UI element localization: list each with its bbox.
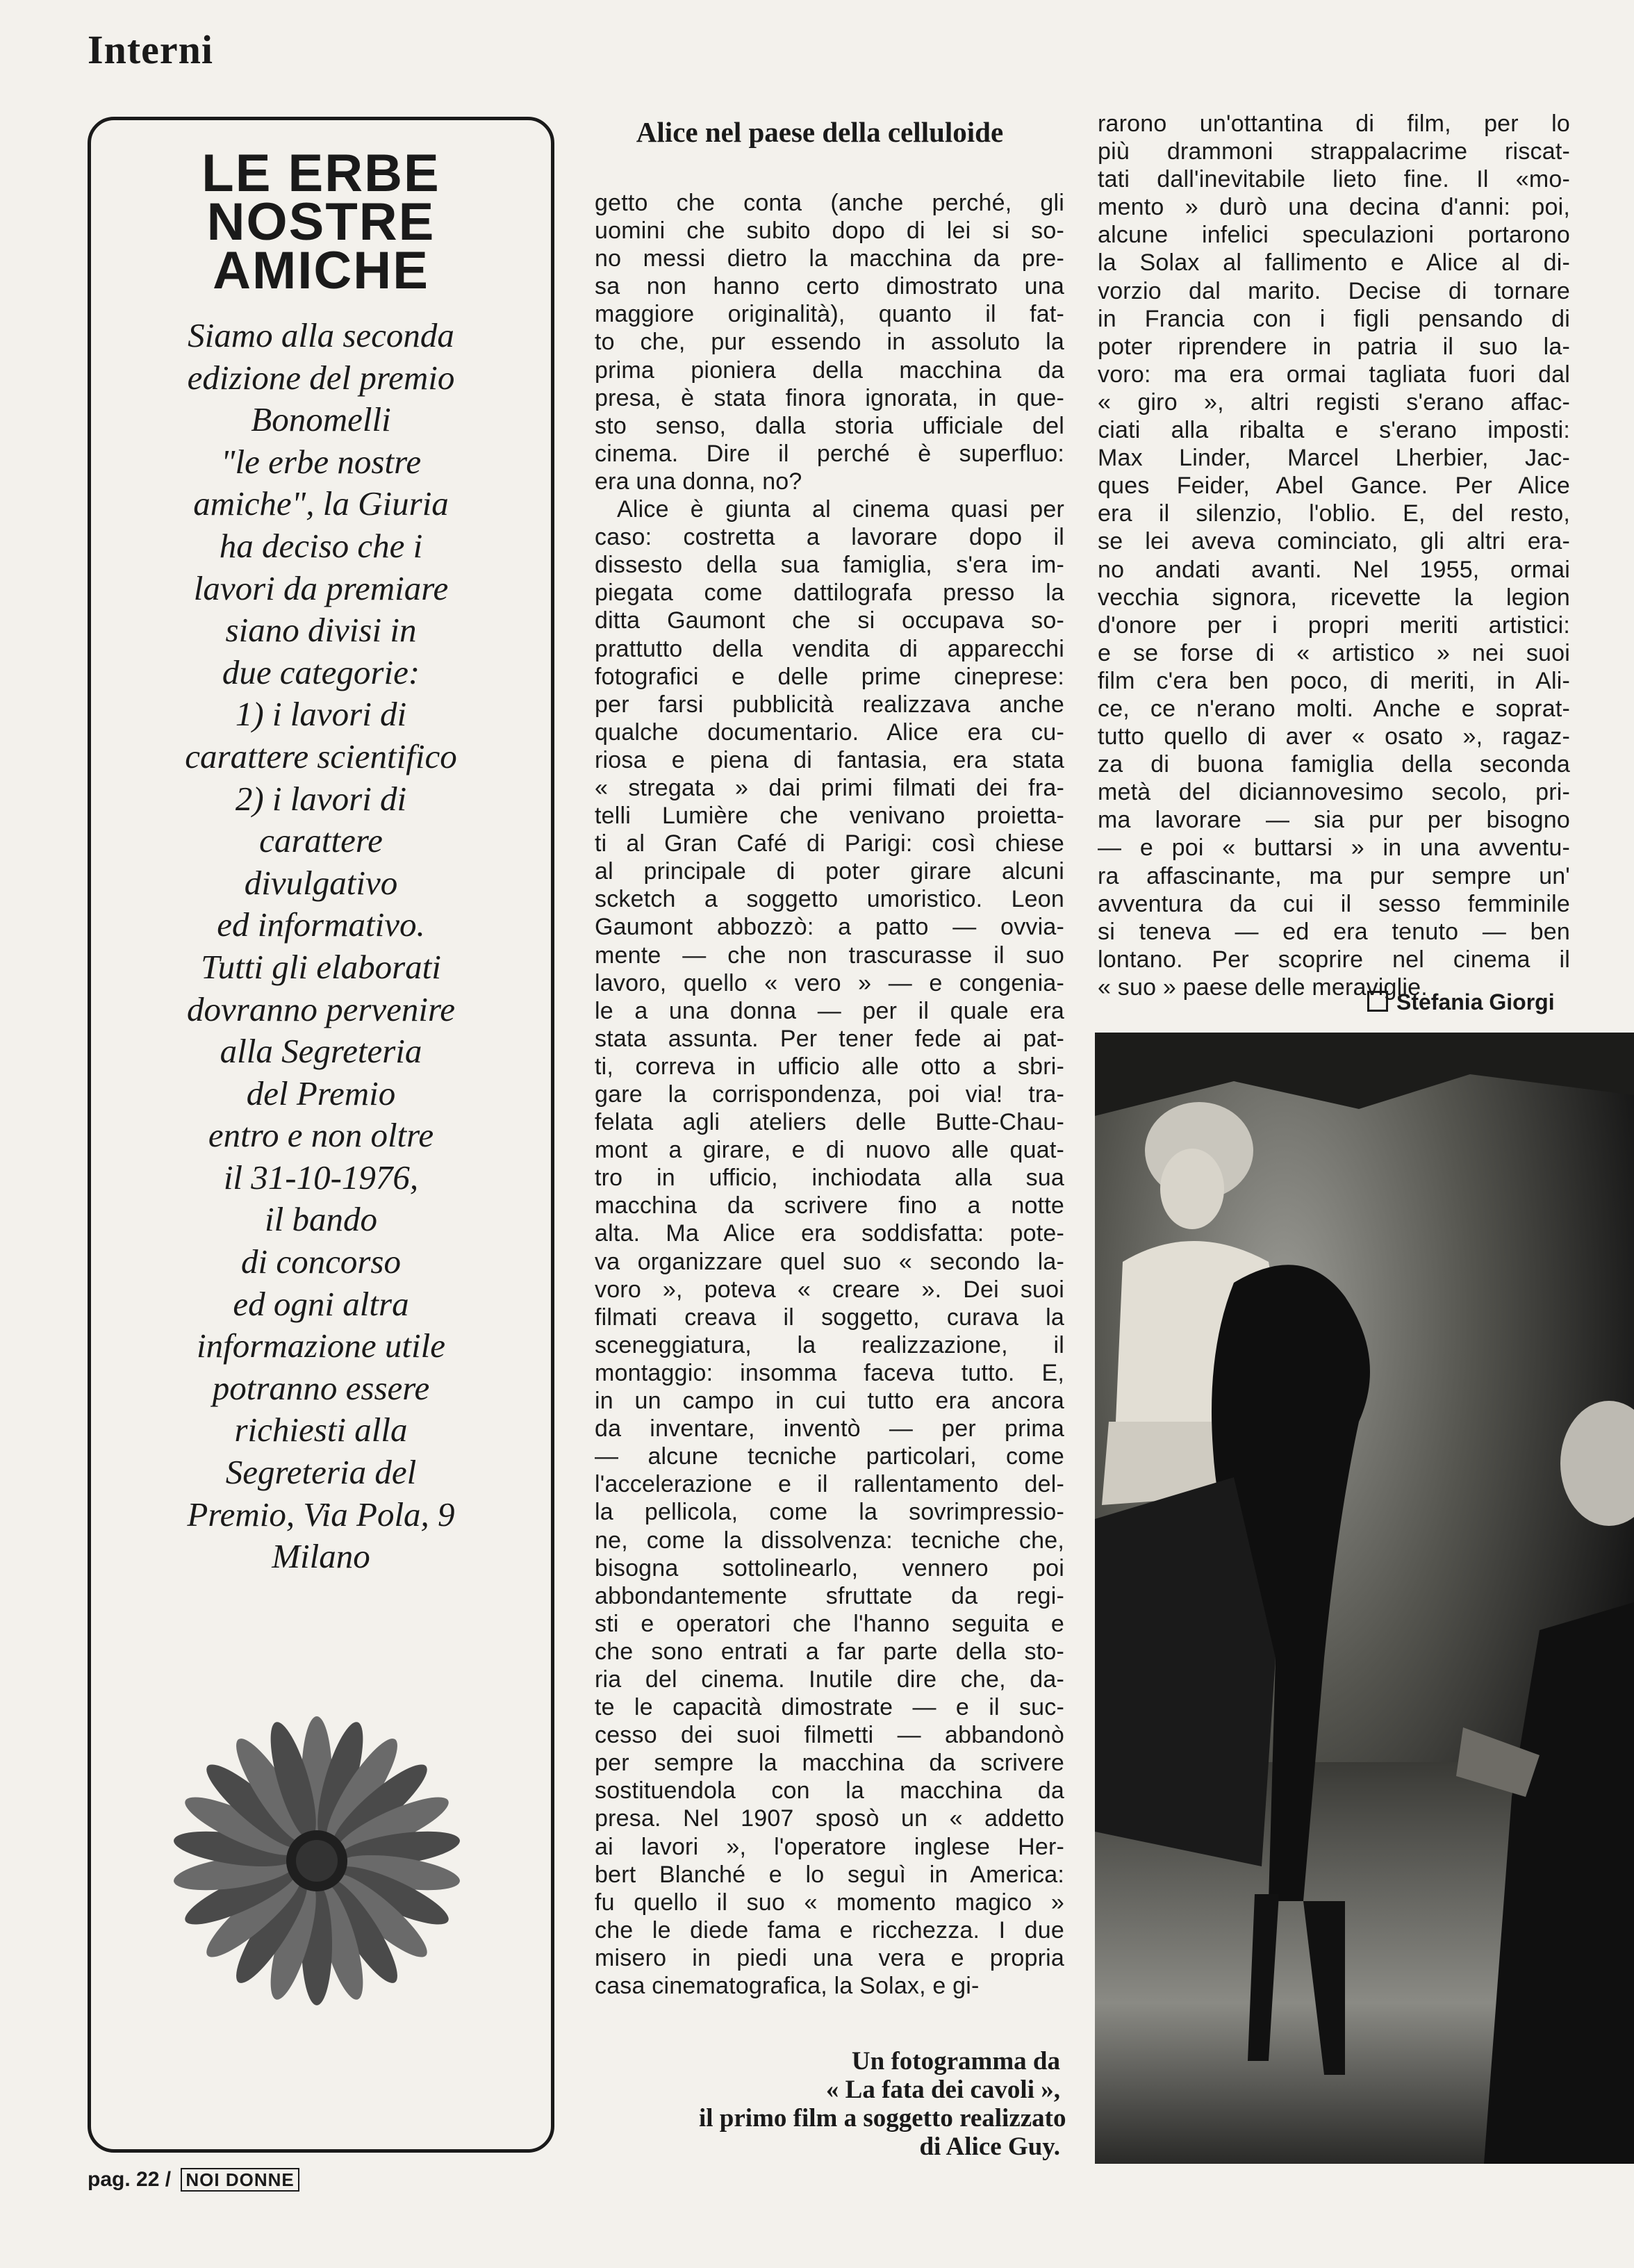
article-line: Max Linder, Marcel Lherbier, Jac- <box>1098 445 1570 472</box>
prize-text-line: "le erbe nostre <box>220 442 422 481</box>
caption-line: di Alice Guy. <box>919 2133 1060 2161</box>
article-line: più drammoni strappalacrime riscat- <box>1098 138 1570 165</box>
article-line: — alcune tecniche particolari, come <box>595 1443 1064 1470</box>
article-line: l'accelerazione e il rallentamento del- <box>595 1471 1064 1498</box>
article-line: lontano. Per scoprire nel cinema il <box>1098 946 1570 973</box>
article-line: te le capacità dimostrate — e il suc- <box>595 1694 1064 1721</box>
article-line: macchina da scrivere fino a notte <box>595 1192 1064 1219</box>
prize-text-line: edizione del premio <box>187 358 455 397</box>
article-line: poter riprendere in patria il suo la- <box>1098 333 1570 360</box>
article-line: ditta Gaumont che si occupava so- <box>595 607 1064 634</box>
prize-text-line: carattere scientifico <box>185 737 457 775</box>
article-line: cinema. Dire il perché è superfluo: <box>595 440 1064 467</box>
prize-text-line: il bando <box>265 1200 377 1239</box>
prize-text-line: ed informativo. <box>217 905 425 944</box>
prize-text-line: potranno essere <box>212 1368 430 1407</box>
prize-text-line: di concorso <box>241 1242 401 1281</box>
article-line: se lei aveva cominciato, gli altri era- <box>1098 528 1570 555</box>
prize-announcement-box <box>88 117 554 2153</box>
caption-line: Un fotogramma da <box>851 2047 1060 2076</box>
article-line: va organizzare quel suo « secondo la- <box>595 1248 1064 1275</box>
article-line: tati dall'inevitabile lieto fine. Il «mo- <box>1098 166 1570 193</box>
article-line: metà del diciannovesimo secolo, pri- <box>1098 779 1570 806</box>
article-line: ciati alla ribalta e s'erano imposti: <box>1098 417 1570 444</box>
magazine-logo: NOI DONNE <box>181 2168 299 2192</box>
photo-caption <box>699 2047 1066 2161</box>
article-line: za di buona famiglia della seconda <box>1098 751 1570 778</box>
article-line: voro », poteva « creare ». Dei suoi <box>595 1276 1064 1303</box>
prize-text-line: Siamo alla seconda <box>188 316 454 354</box>
prize-text-line: 1) i lavori di <box>235 695 407 734</box>
article-line: sti e operatori che l'hanno seguita e <box>595 1610 1064 1637</box>
article-line: vecchia signora, ricevette la legion <box>1098 584 1570 611</box>
caption-line: il primo film a soggetto realizzato <box>699 2104 1066 2133</box>
article-line: stata assunta. Per tener fede ai pat- <box>595 1025 1064 1052</box>
article-line: telli Lumière che venivano proietta- <box>595 803 1064 830</box>
article-line: ti al Gran Café di Parigi: così chiese <box>595 830 1064 857</box>
article-line: mente — che non trascurasse il suo <box>595 942 1064 969</box>
prize-text-line: informazione utile <box>197 1326 445 1365</box>
article-line: la Solax al fallimento e Alice al di- <box>1098 249 1570 277</box>
prize-title-line: NOSTRE <box>206 192 436 252</box>
article-line: in un campo in cui tutto era ancora <box>595 1388 1064 1415</box>
article-line: getto che conta (anche perché, gli <box>595 190 1064 216</box>
article-line: no andati avanti. Nel 1955, ormai <box>1098 556 1570 583</box>
article-line: ce, ce n'erano molti. Anche e soprat- <box>1098 695 1570 722</box>
article-line: maggiore originalità), quanto il fat- <box>595 301 1064 328</box>
article-line: sa non hanno certo dimostrato una <box>595 273 1064 300</box>
article-line: filmati creava il soggetto, curava la <box>595 1304 1064 1331</box>
prize-text-line: Bonomelli <box>251 400 391 439</box>
prize-text-line: due categorie: <box>222 652 420 691</box>
page-footer <box>88 2168 299 2192</box>
article-line: felata agli ateliers delle Butte-Chau- <box>595 1109 1064 1136</box>
prize-text-line: siano divisi in <box>225 611 417 650</box>
article-line: tro in ufficio, inchiodata alla sua <box>595 1165 1064 1192</box>
page-number: pag. 22 / <box>88 2168 172 2191</box>
article-line: per farsi pubblicità realizzava anche <box>595 691 1064 718</box>
prize-text-line: dovranno pervenire <box>187 989 455 1028</box>
article-line: fotografici e delle prime cineprese: <box>595 663 1064 690</box>
article-line: vorzio dal marito. Decise di tornare <box>1098 277 1570 304</box>
article-line: si teneva — ed era tenuto — ben <box>1098 918 1570 945</box>
prize-text-line: richiesti alla <box>234 1411 408 1449</box>
article-line: che le diede fama e ricchezza. I due <box>595 1916 1064 1944</box>
article-line: al principale di poter girare alcuni <box>595 858 1064 885</box>
article-line: Alice è giunta al cinema quasi per <box>617 496 1064 523</box>
article-line: « stregata » dai primi filmati dei fra- <box>595 774 1064 801</box>
article-line: « giro », altri registi s'erano affac- <box>1098 388 1570 416</box>
daisy-illustration <box>167 1711 466 2010</box>
prize-text-line: ha deciso che i <box>219 526 423 565</box>
article-line: film c'era ben poco, di meriti, in Ali- <box>1098 667 1570 694</box>
prize-text-line: Segreteria del <box>225 1453 417 1492</box>
article-line: bert Blanché e lo seguì in America: <box>595 1861 1064 1888</box>
article-line: casa cinematografica, la Solax, e gi- <box>595 1973 980 1999</box>
article-line: uomini che subito dopo di lei si so- <box>595 217 1064 245</box>
prize-text-line: Milano <box>272 1537 370 1576</box>
article-line: ra affascinante, ma pur sempre un' <box>1098 862 1570 889</box>
article-line: sceneggiatura, la realizzazione, il <box>595 1331 1064 1358</box>
article-line: to che, pur essendo in assoluto la <box>595 329 1064 356</box>
article-line: ques Feider, Abel Gance. Per Alice <box>1098 472 1570 500</box>
article-line: per sempre la macchina da scrivere <box>595 1750 1064 1777</box>
byline <box>1367 989 1555 1015</box>
article-line: alcune infelici speculazioni portarono <box>1098 222 1570 249</box>
article-line: abbondantemente sfruttate da regi- <box>595 1582 1064 1609</box>
article-line: ma lavorare — sia pur per bisogno <box>1098 807 1570 834</box>
article-line: presa, è stata finora ignorata, in que- <box>595 384 1064 411</box>
prize-text-line: divulgativo <box>244 863 398 902</box>
article-line: « suo » paese delle meraviglie. <box>1098 973 1428 1001</box>
article-line: qualche documentario. Alice era cu- <box>595 718 1064 746</box>
article-line: in Francia con i figli pensando di <box>1098 305 1570 332</box>
prize-text-line: del Premio <box>246 1074 396 1112</box>
prize-title <box>91 144 551 300</box>
article-line: le a una donna — per il quale era <box>595 997 1064 1024</box>
article-line: bisogna sottolinearlo, vennero poi <box>595 1554 1064 1581</box>
article-line: scketch a soggetto umoristico. Leon <box>595 886 1064 913</box>
article-line: voro: ma era ormai tagliata fuori dal <box>1098 361 1570 388</box>
article-line: presa. Nel 1907 sposò un « addetto <box>595 1805 1064 1832</box>
article-line: misero in piedi una vera e propria <box>595 1944 1064 1971</box>
section-label: Interni <box>88 27 213 72</box>
article-line: — e poi « buttarsi » in una avventu- <box>1098 835 1570 862</box>
prize-title-line: AMICHE <box>213 241 429 300</box>
article-line: d'onore per i propri meriti artistici: <box>1098 611 1570 639</box>
prize-text-line: Tutti gli elaborati <box>201 947 441 986</box>
prize-text-line: alla Segreteria <box>220 1032 422 1071</box>
article-line: caso: costretta a lavorare dopo il <box>595 524 1064 551</box>
square-bullet-icon <box>1367 991 1388 1012</box>
article-line: e se forse di « artistico » nei suoi <box>1098 639 1570 666</box>
prize-text-line: Premio, Via Pola, 9 <box>187 1495 455 1534</box>
article-line: mont a girare, e di nuovo alle quat- <box>595 1137 1064 1164</box>
article-line: cesso dei suoi filmetti — abbandonò <box>595 1722 1064 1749</box>
film-still-illustration <box>1095 1033 1634 2164</box>
article-line: lavoro, quello « vero » — e congenia- <box>595 969 1064 996</box>
article-line: ti, correva in ufficio alle otto a sbri- <box>595 1053 1064 1080</box>
article-line: ria del cinema. Inutile dire che, da- <box>595 1666 1064 1693</box>
prize-text-line: entro e non oltre <box>208 1116 434 1155</box>
article-line: fu quello il suo « momento magico » <box>595 1889 1064 1916</box>
prize-text-line: il 31-10-1976, <box>223 1158 419 1197</box>
article-line: gare la corrispondenza, poi via! tra- <box>595 1081 1064 1108</box>
article-line: era il silenzio, l'oblio. E, del resto, <box>1098 500 1570 527</box>
article-line: da inventare, inventò — per prima <box>595 1415 1064 1443</box>
article-line: sostituendola con la macchina da <box>595 1777 1064 1805</box>
prize-title-line: LE ERBE <box>201 144 440 203</box>
article-line: rarono un'ottantina di film, per lo <box>1098 110 1570 137</box>
prize-text-line: lavori da premiare <box>193 568 449 607</box>
article-line: prima pioniera della macchina da <box>595 356 1064 384</box>
article-line: alta. Ma Alice era soddisfatta: pote- <box>595 1220 1064 1247</box>
article-line: prattutto della vendita di apparecchi <box>595 635 1064 662</box>
article-line: riosa e piena di fantasia, era stata <box>595 746 1064 773</box>
article-line: dissesto della sua famiglia, s'era im- <box>595 552 1064 579</box>
prize-text-line: carattere <box>259 821 383 860</box>
author-name: Stefania Giorgi <box>1396 989 1555 1014</box>
article-line: era una donna, no? <box>595 468 802 495</box>
caption-line: « La fata dei cavoli », <box>825 2076 1060 2104</box>
article-line: montaggio: insomma faceva tutto. E, <box>595 1359 1064 1386</box>
film-still-photo <box>1095 1033 1634 2164</box>
prize-text-line: amiche", la Giuria <box>193 484 449 523</box>
article-line: mento » durò una decina d'anni: poi, <box>1098 194 1570 221</box>
article-line: la pellicola, come la sovrimpressio- <box>595 1499 1064 1526</box>
prize-text-line: ed ogni altra <box>233 1284 409 1323</box>
prize-text-line: 2) i lavori di <box>235 779 407 818</box>
article-line: no messi dietro la macchina da pre- <box>595 245 1064 272</box>
article-line: piegata come dattilografa presso la <box>595 580 1064 607</box>
article-column-right <box>1098 110 1570 1001</box>
article-line: tutto quello di aver « osato », ragaz- <box>1098 723 1570 750</box>
article-line: avventura da cui il sesso femminile <box>1098 890 1570 917</box>
article-line: Gaumont abbozzò: a patto — ovvia- <box>595 914 1064 941</box>
article-title: Alice nel paese della celluloide <box>636 116 1004 148</box>
article-line: ai lavori », l'operatore inglese Her- <box>595 1833 1064 1860</box>
article-line: che sono entrati a far parte della sto- <box>595 1638 1064 1665</box>
article-line: ne, come la dissolvenza: tecniche che, <box>595 1527 1064 1554</box>
article-column-left <box>595 189 1064 2000</box>
article-line: sto senso, dalla storia ufficiale del <box>595 412 1064 439</box>
prize-text <box>105 315 537 1578</box>
